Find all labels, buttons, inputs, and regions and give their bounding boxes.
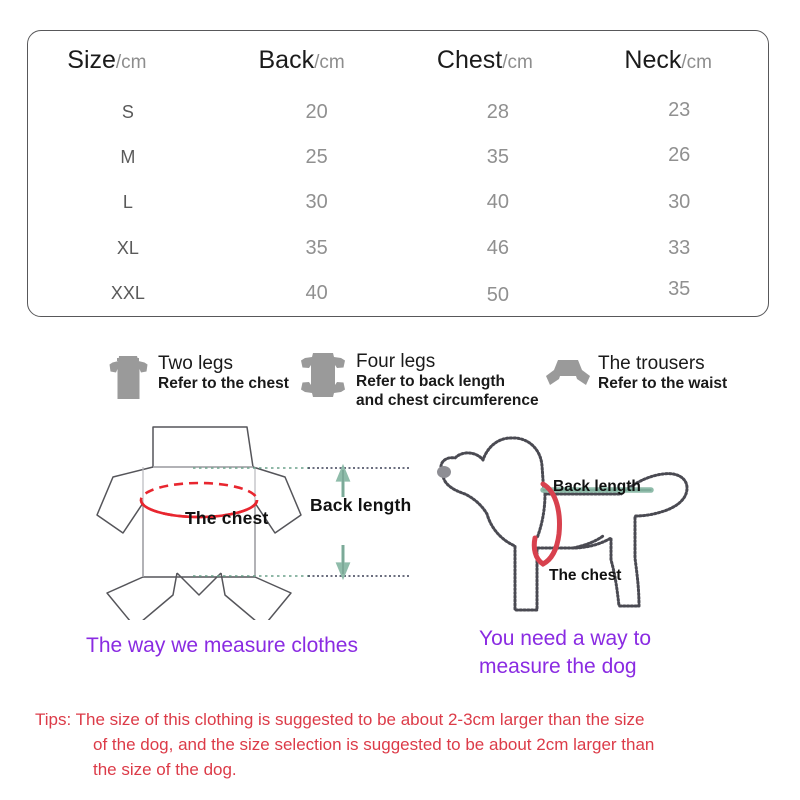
cell-neck: 26 — [668, 143, 691, 166]
table-row — [28, 135, 768, 180]
legend-subtitle-line1: Refer to the chest — [158, 375, 289, 392]
cell-back: 35 — [305, 236, 328, 259]
legend-item-two-legs — [105, 352, 289, 409]
legend-title: Two legs — [158, 353, 233, 374]
header-chest-unit: /cm — [502, 51, 533, 73]
header-chest-label: Chest — [436, 45, 503, 74]
header-cell-chest — [405, 31, 590, 89]
four-legs-garment-icon — [297, 350, 349, 417]
cell-chest: 50 — [486, 283, 510, 306]
header-back-label: Back — [258, 45, 315, 74]
table-row — [28, 271, 768, 316]
dog-chest-label: The chest — [549, 567, 622, 584]
header-cell-neck — [590, 31, 768, 89]
table-row — [28, 225, 768, 270]
cell-size: M — [120, 146, 136, 167]
cell-chest: 46 — [486, 236, 510, 259]
table-header-row — [28, 31, 768, 89]
caption-measure-clothes: The way we measure clothes — [86, 634, 358, 657]
header-cell-back — [228, 31, 406, 89]
legend-title: Four legs — [356, 351, 436, 372]
header-back-unit: /cm — [314, 51, 345, 73]
legend-item-trousers — [545, 352, 727, 399]
tips-line-3: the size of the dog. — [93, 760, 237, 779]
cell-chest: 40 — [486, 191, 510, 214]
dog-back-length-label: Back length — [553, 478, 641, 495]
legend-subtitle-line2: and chest circumference — [356, 392, 539, 409]
cell-back: 25 — [305, 145, 328, 168]
cell-neck: 33 — [668, 236, 691, 259]
cell-size: L — [122, 192, 133, 213]
caption-measure-dog-line1: You need a way to — [479, 627, 652, 650]
cell-chest: 28 — [486, 100, 510, 123]
garment-type-legend — [0, 348, 800, 423]
header-size-label: Size — [67, 45, 116, 74]
caption-measure-dog-line2: measure the dog — [479, 655, 637, 678]
tips-line-2: of the dog, and the size selection is suggested to be about 2cm larger than — [93, 735, 655, 754]
cell-neck: 23 — [668, 98, 691, 121]
cell-neck: 35 — [668, 277, 691, 300]
cell-size: XXL — [110, 282, 145, 303]
trousers-garment-icon — [545, 352, 591, 399]
cell-back: 40 — [305, 281, 328, 304]
cell-neck: 30 — [668, 191, 691, 214]
cell-back: 20 — [305, 100, 328, 123]
cell-back: 30 — [305, 191, 328, 214]
shirt-chest-label: The chest — [185, 508, 269, 528]
header-size-unit: /cm — [115, 51, 147, 73]
header-neck-label: Neck — [624, 45, 682, 74]
legend-subtitle-line1: Refer to the waist — [598, 375, 728, 392]
caption-measure-dog — [479, 625, 651, 681]
two-legs-garment-icon — [105, 352, 151, 409]
legend-subtitle-line1: Refer to back length — [356, 373, 505, 390]
table-row — [28, 89, 768, 134]
size-chart-table — [27, 30, 769, 317]
shirt-back-length-label: Back length — [310, 495, 412, 515]
header-cell-size — [28, 31, 228, 89]
cell-size: S — [121, 101, 134, 122]
dog-measurement-diagram — [425, 428, 705, 623]
size-table — [28, 31, 768, 316]
header-neck-unit: /cm — [681, 51, 712, 73]
table-row — [28, 180, 768, 225]
cell-size: XL — [116, 237, 139, 258]
legend-title: The trousers — [598, 353, 705, 374]
tips-note — [35, 707, 775, 782]
legend-item-four-legs — [297, 350, 539, 417]
tips-line-1: Tips: The size of this clothing is suggested to be about 2-3cm larger than the size — [35, 710, 645, 729]
cell-chest: 35 — [486, 145, 510, 168]
